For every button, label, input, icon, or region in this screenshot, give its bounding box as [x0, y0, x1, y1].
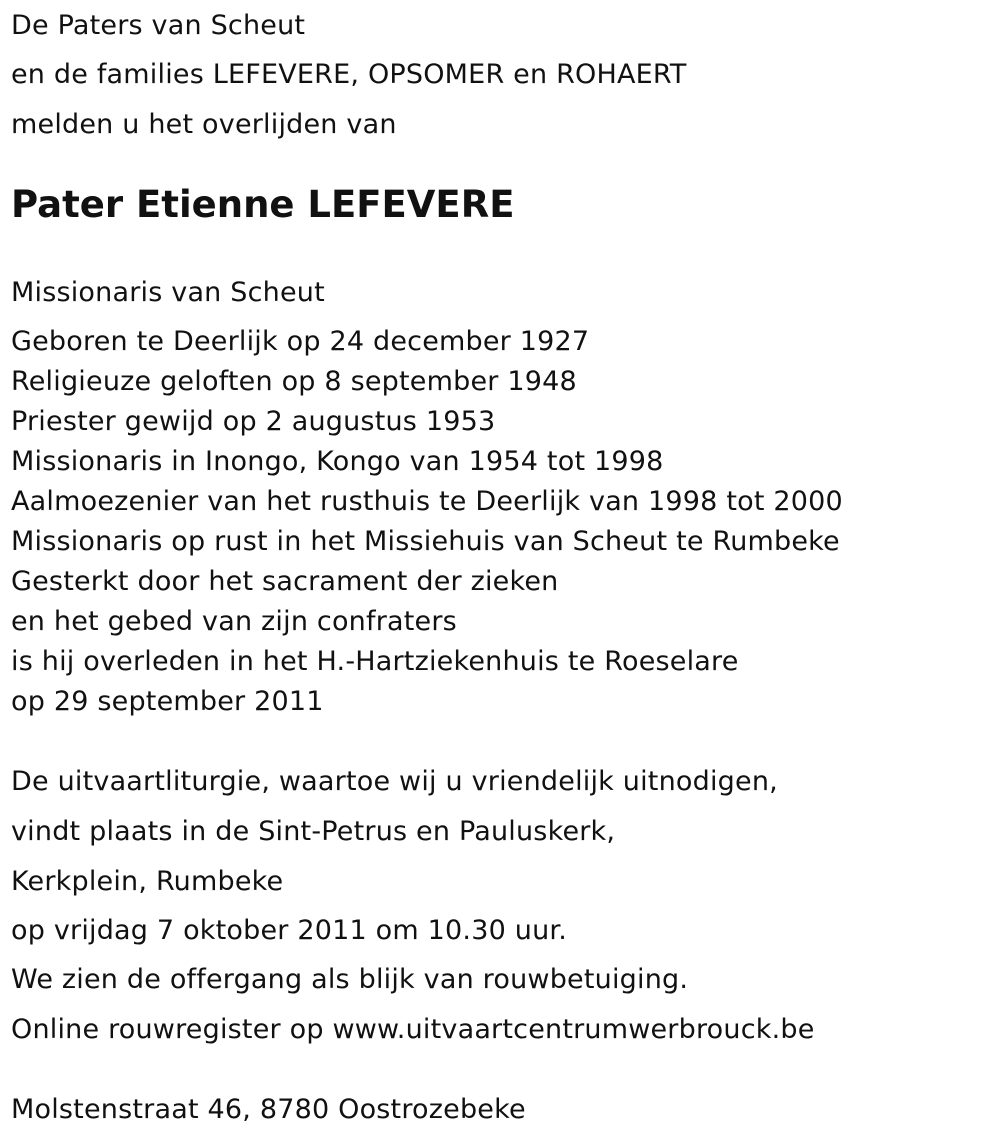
bio-line: Geboren te Deerlijk op 24 december 1927 [11, 326, 590, 357]
deceased-name: Pater Etienne LEFEVERE [11, 183, 515, 226]
funeral-line: De uitvaartliturgie, waartoe wij u vriendelijk uitnodigen, [11, 766, 778, 797]
online-register-line: Online rouwregister op www.uitvaartcentrumwerbrouck.be [11, 1014, 815, 1045]
bio-line: en het gebed van zijn confraters [11, 606, 457, 637]
bio-line: op 29 september 2011 [11, 686, 324, 717]
intro-line-3: melden u het overlijden van [11, 109, 397, 140]
funeral-line: We zien de offergang als blijk van rouwbetuiging. [11, 964, 689, 995]
funeral-line: op vrijdag 7 oktober 2011 om 10.30 uur. [11, 915, 567, 946]
funeral-line: vindt plaats in de Sint-Petrus en Pauluskerk, [11, 816, 616, 847]
bio-line: Religieuze geloften op 8 september 1948 [11, 366, 577, 397]
address-line: Molstenstraat 46, 8780 Oostrozebeke [11, 1094, 526, 1125]
intro-line-1: De Paters van Scheut [11, 10, 306, 41]
bio-line: is hij overleden in het H.-Hartziekenhuis te Roeselare [11, 646, 739, 677]
intro-line-2: en de families LEFEVERE, OPSOMER en ROHAERT [11, 59, 687, 90]
bio-line: Priester gewijd op 2 augustus 1953 [11, 406, 496, 437]
bio-line: Missionaris op rust in het Missiehuis van Scheut te Rumbeke [11, 526, 840, 557]
role-line: Missionaris van Scheut [11, 277, 325, 308]
bio-line: Aalmoezenier van het rusthuis te Deerlijk van 1998 tot 2000 [11, 486, 843, 517]
funeral-line: Kerkplein, Rumbeke [11, 866, 284, 897]
bio-line: Missionaris in Inongo, Kongo van 1954 tot 1998 [11, 446, 664, 477]
bio-line: Gesterkt door het sacrament der zieken [11, 566, 559, 597]
